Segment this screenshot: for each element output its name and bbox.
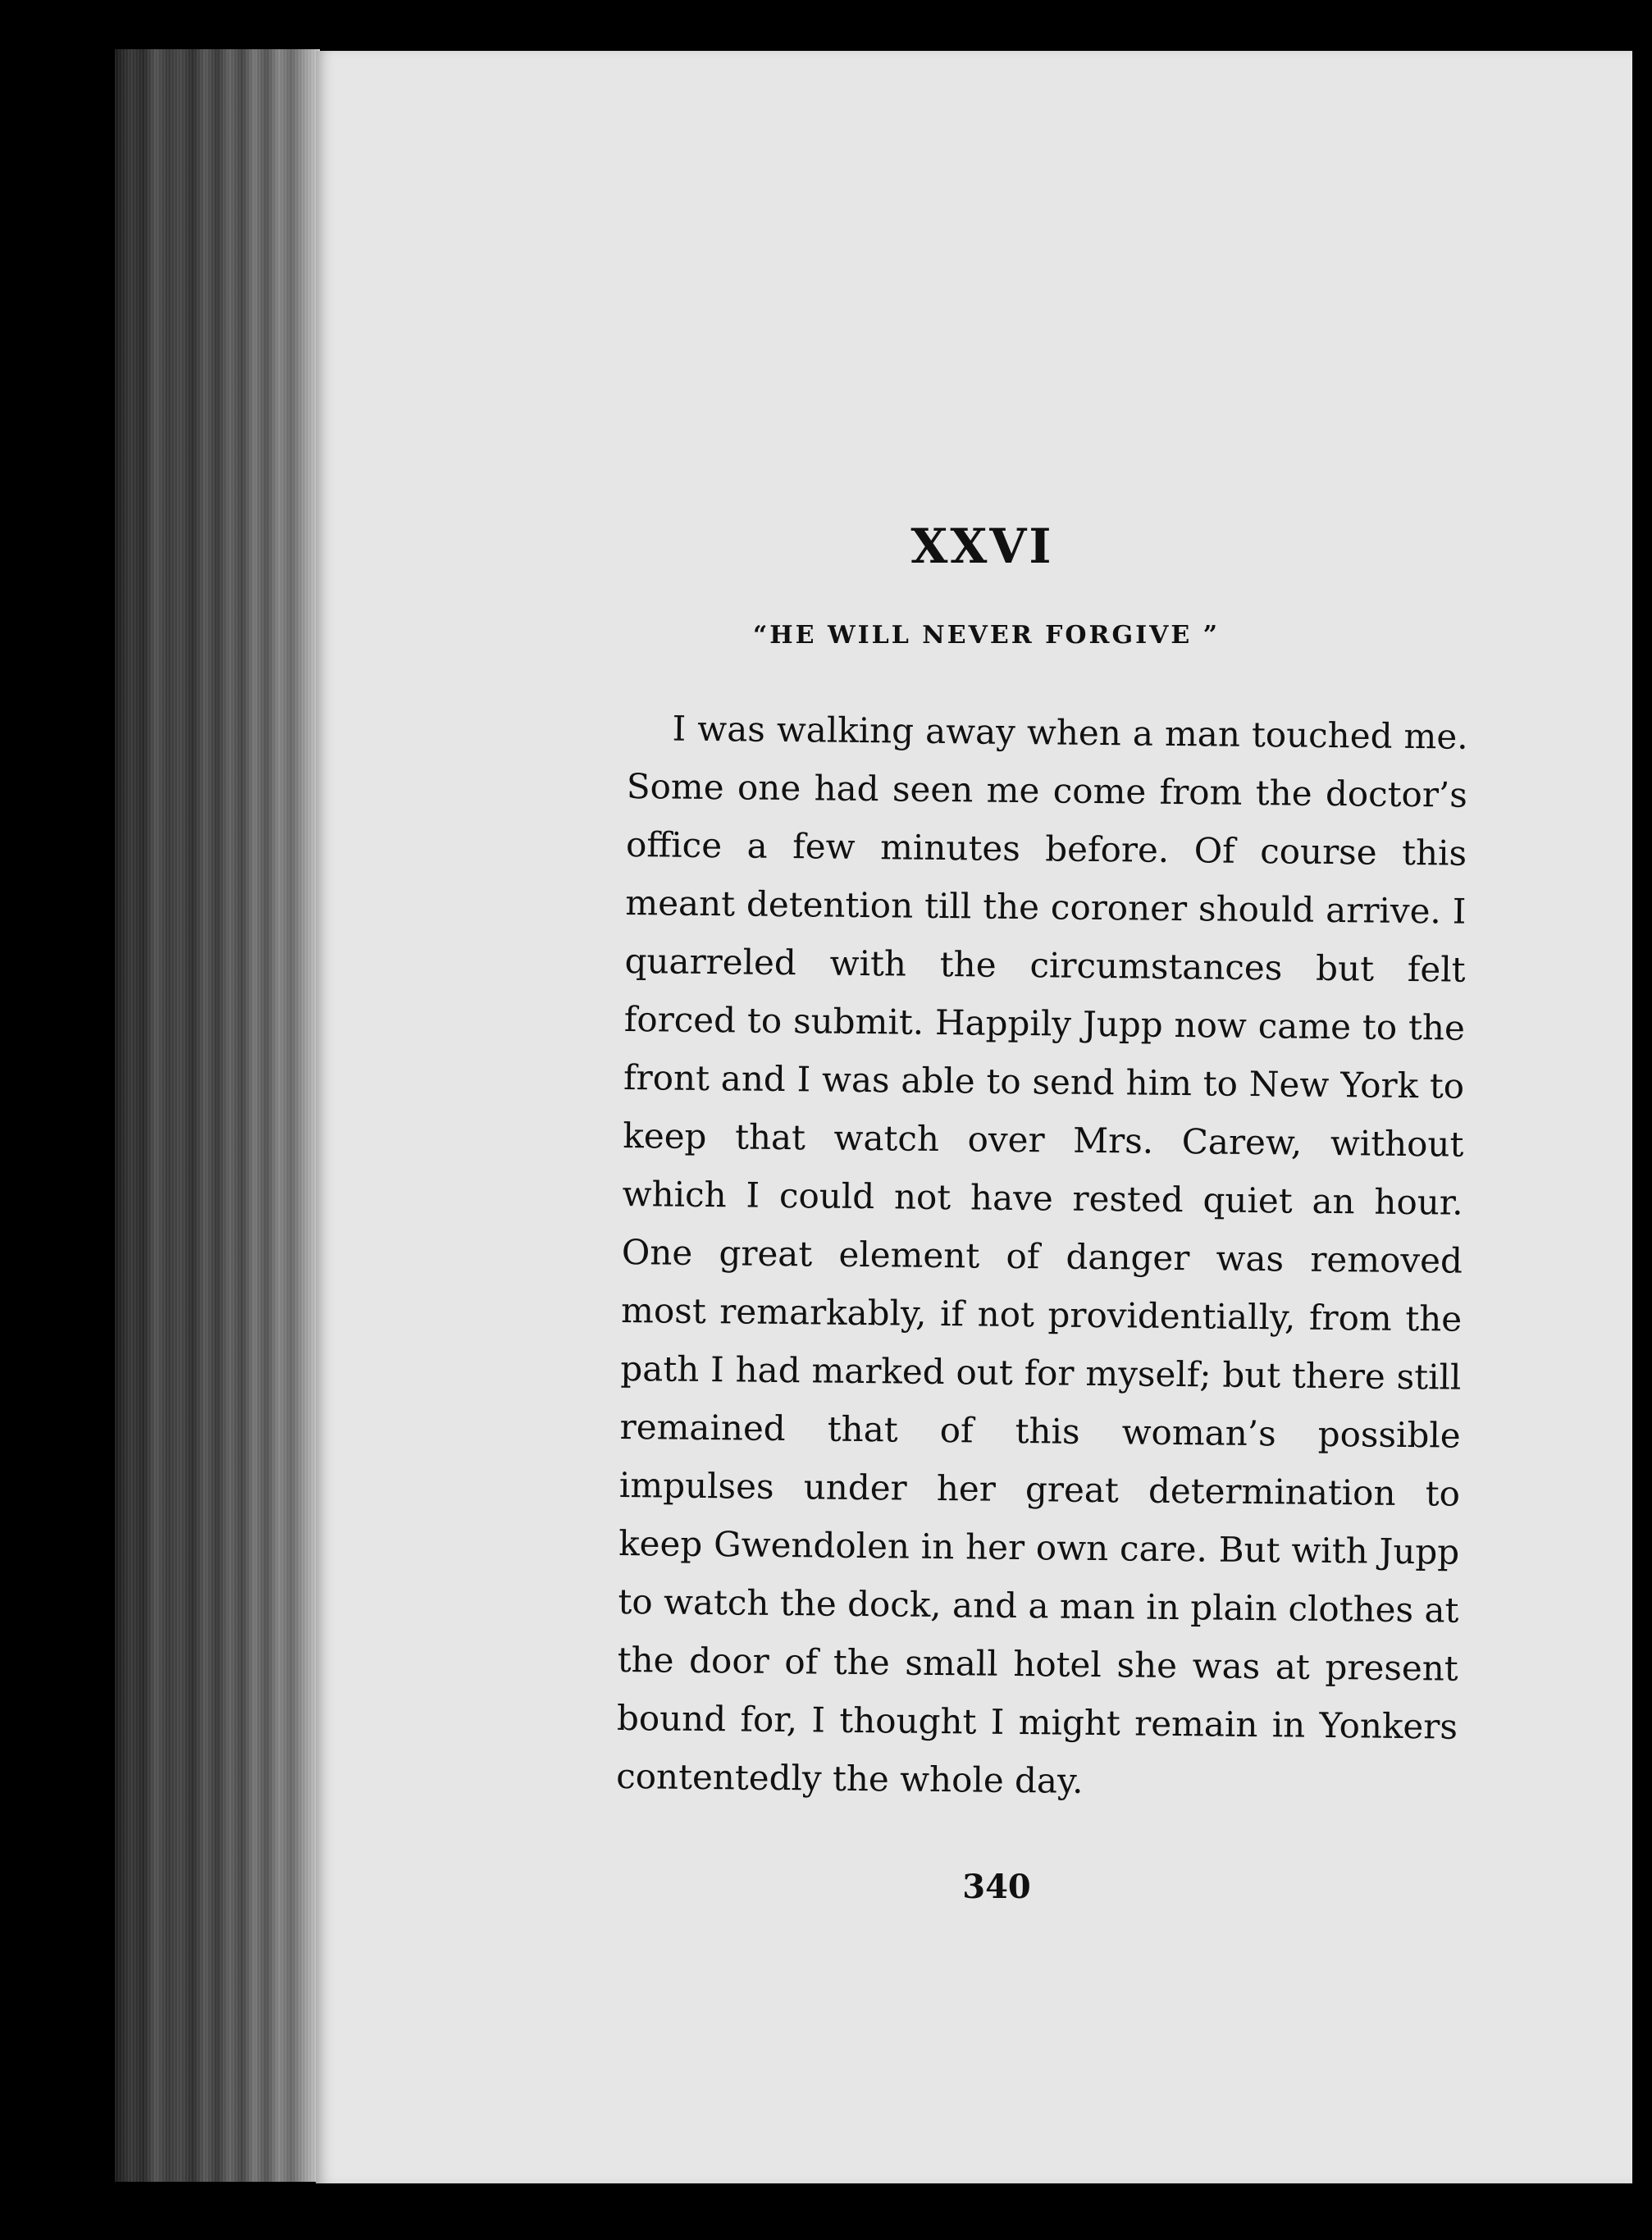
chapter-title: “HE WILL NEVER FORGIVE ”	[753, 621, 1220, 650]
chapter-number: XXVI	[910, 518, 1054, 574]
page-number: 340	[962, 1868, 1031, 1906]
book-page-edges	[115, 49, 320, 2182]
page-sheet	[316, 51, 1632, 2183]
body-paragraph: I was walking away when a man touched me. Some one had seen me come from the doctor’s office a few minutes before. Of course this meant detention till the coroner should arrive. I quarreled with the circumstances but felt forced to submit. Happily Jupp now came to the front and I was able to send him to New York to keep that watch over Mrs. Carew, without which I could not have rested quiet an hour. One great element of danger was removed most remarkably, if not providentially, from the path I had marked out for myself; but there still remained that of this woman’s possible impulses under her great determination to keep Gwendolen in her own care. But with Jupp to watch the dock, and a man in plain clothes at the door of the small hotel she was at present bound for, I thought I might remain in Yonkers contentedly the whole day.	[615, 708, 1468, 1801]
